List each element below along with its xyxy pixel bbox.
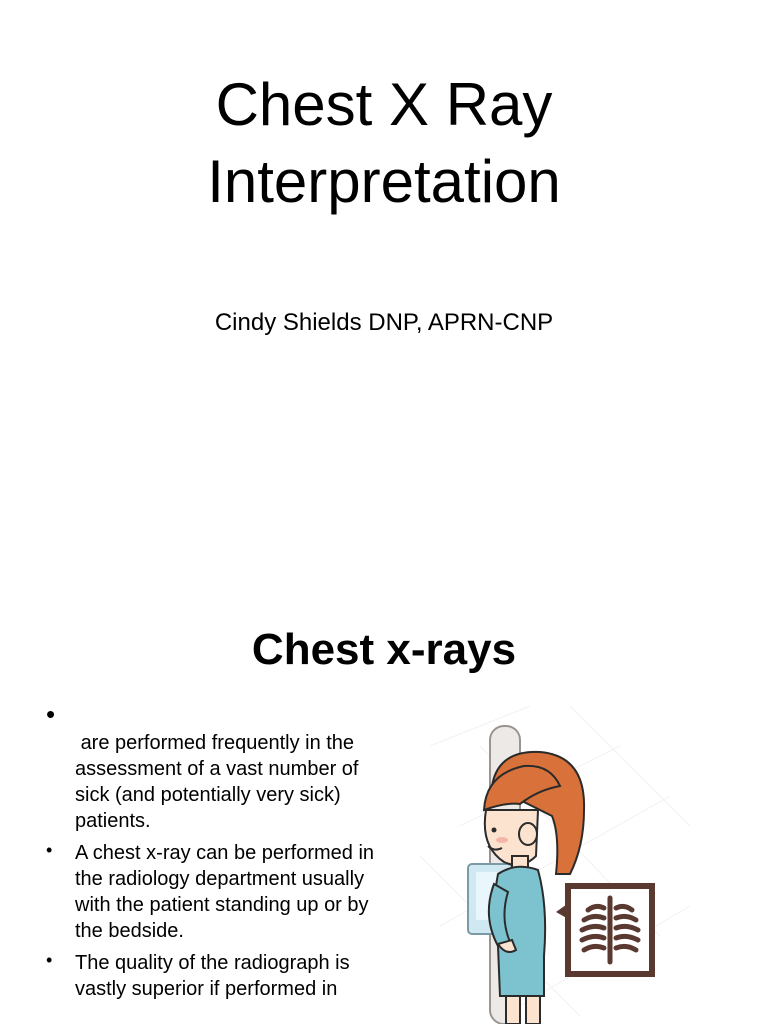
bullet-text: The quality of the radiograph is vastly superior if performed in: [75, 952, 350, 1000]
content-slide: [0, 576, 768, 1024]
slide-heading: Chest x-rays: [251, 625, 517, 674]
patient-chest-xray-illustration-icon: [420, 706, 700, 1024]
bullet-item: [40, 840, 380, 944]
author-subtitle: Cindy Shields DNP, APRN-CNP: [214, 309, 554, 336]
slide-title-line-1: Chest X Ray: [215, 71, 553, 138]
slide-title: [0, 66, 768, 220]
bullet-dot-icon: •: [46, 840, 53, 860]
bullet-text: A chest x-ray can be performed in the radiology department usually with the patient standing up or by the bedside.: [75, 842, 375, 942]
bullet-dot-icon: •: [46, 699, 56, 729]
slide-title-line-2: Interpretation: [207, 148, 561, 215]
bullet-list: [40, 699, 380, 1008]
bullet-item: [40, 699, 380, 834]
bullet-text: are performed frequently in the assessment of a vast number of sick (and potentially very sick) patients.: [75, 732, 365, 832]
bullet-dot-icon: •: [46, 950, 53, 970]
bullet-item: [40, 950, 380, 1002]
